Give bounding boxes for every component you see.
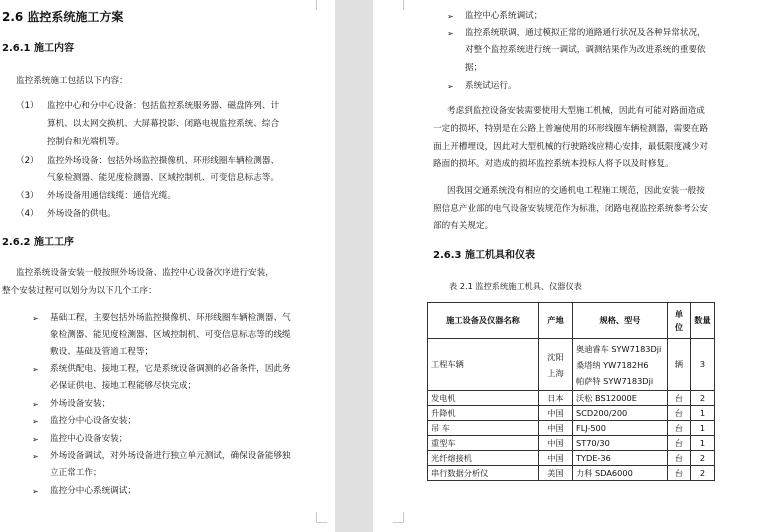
- bullet-item: ➢ 系统试运行。: [465, 81, 517, 92]
- cell-qty: 1: [691, 406, 715, 421]
- table-row: [428, 466, 715, 481]
- cell-spec: TYDE-36: [573, 451, 668, 466]
- section-title: 2.6 监控系统施工方案: [2, 10, 124, 24]
- subsection-title: 2.6.1 施工内容: [2, 43, 74, 54]
- bullet-item: ➢ 监控系统联调，通过模拟正常的道路通行状况及各种异常状况，: [465, 28, 706, 39]
- table-caption: 表 2.1 监控系统施工机具、仪器仪表: [449, 281, 582, 291]
- bullet-item: ➢ 基础工程，主要包括外场监控摄像机、环形线圈车辆检测器、气: [50, 313, 291, 324]
- list-line: 算机、以太网交换机、大屏幕投影、闭路电视监控系统、综合: [47, 119, 280, 129]
- cell-qty: 1: [691, 436, 715, 451]
- table-row: [428, 391, 715, 406]
- cell-spec: 力科 SDA6000: [573, 466, 668, 481]
- list-number: （1）: [16, 101, 39, 111]
- bullet-line: 对整个监控系统进行统一调试，调测结果作为改进系统的重要依: [465, 45, 706, 55]
- cell-origin: 沈阳 上海: [539, 339, 573, 391]
- cell-name: 升降机: [428, 406, 539, 421]
- bullet-line: 敷设、基础及管道工程等；: [50, 347, 154, 357]
- bullet-item: ➢ 外场设备调试，对外场设备进行独立单元测试，确保设备能够独: [50, 451, 291, 462]
- list-line: 控制台和光端机等。: [47, 137, 125, 147]
- cell-name: 重型车: [428, 436, 539, 451]
- cell-qty: 2: [691, 391, 715, 406]
- cell-origin: 日本: [539, 391, 573, 406]
- paragraph-line: 整个安装过程可以划分为以下几个工序：: [2, 286, 157, 296]
- cell-unit: 台: [668, 406, 691, 421]
- cell-origin: 中国: [539, 451, 573, 466]
- bullet-line: 据；: [465, 63, 483, 73]
- list-line: 监控外场设备：包括外场监控摄像机、环形线圈车辆检测器、: [47, 156, 280, 166]
- paragraph-line: 面上开槽埋设，因此对大型机械的行驶路线应精心安排，最低限度减少对: [433, 142, 709, 152]
- table-row: [428, 451, 715, 466]
- page-gutter: [335, 0, 373, 532]
- cell-unit: 辆: [668, 339, 691, 391]
- cell-qty: 1: [691, 421, 715, 436]
- bullet-line: 立正常工作；: [50, 468, 102, 478]
- header-spec: 规格、型号: [573, 303, 668, 339]
- list-number: （2）: [16, 156, 39, 166]
- cell-qty: 2: [691, 466, 715, 481]
- cell-unit: 台: [668, 466, 691, 481]
- table-row: [428, 339, 715, 391]
- crop-mark: [316, 0, 327, 10]
- header-unit: 单位: [668, 303, 691, 339]
- paragraph-line: 一定的损坏，特别是在公路上普遍使用的环形线圈车辆检测器，需要在路: [433, 124, 709, 134]
- table-row: [428, 436, 715, 451]
- paragraph-line: 部的有关规定。: [433, 221, 494, 231]
- crop-mark: [393, 0, 404, 10]
- cell-spec: SCD200/200: [573, 406, 668, 421]
- paragraph-line: 照信息产业部的电气设备安装规范作为标准，闭路电视监控系统参考公安: [433, 204, 709, 214]
- cell-unit: 台: [668, 391, 691, 406]
- crop-mark: [393, 512, 404, 523]
- cell-origin: 中国: [539, 406, 573, 421]
- crop-mark: [316, 512, 327, 523]
- bullet-line: 必保证供电、接地工程能够尽快完成；: [50, 381, 197, 391]
- list-line: 外场设备的供电。: [47, 209, 116, 219]
- document-page-left: [0, 0, 335, 532]
- header-qty: 数量: [691, 303, 715, 339]
- cell-spec: 奥迪睿车 SYW7183Dji 桑塔纳 YW7182H6 帕萨特 SYW7183Dji: [573, 339, 668, 391]
- cell-qty: 2: [691, 451, 715, 466]
- paragraph-line: 监控系统设备安装一般按照外场设备、监控中心设备次序进行安装，: [16, 268, 274, 278]
- cell-origin: 中国: [539, 436, 573, 451]
- cell-name: 工程车辆: [428, 339, 539, 391]
- paragraph-line: 考虑到监控设备安装需要使用大型施工机械，因此有可能对路面造成: [447, 106, 705, 116]
- paragraph-line: 因我国交通系统没有相应的交通机电工程施工规范，因此安装一般按: [447, 186, 705, 196]
- bullet-item: ➢ 监控分中心设备安装；: [50, 416, 136, 427]
- bullet-item: ➢ 监控中心系统调试；: [465, 11, 542, 22]
- cell-qty: 3: [691, 339, 715, 391]
- list-number: （4）: [16, 209, 39, 219]
- bullet-item: ➢ 系统供配电、接地工程，它是系统设备调测的必备条件，因此务: [50, 364, 291, 375]
- table-row: [428, 406, 715, 421]
- cell-spec: ST70/30: [573, 436, 668, 451]
- table-row: [428, 421, 715, 436]
- bullet-line: 象检测器、能见度检测器、区域控制机、可变信息标志等的线缆: [50, 330, 291, 340]
- header-equipment-name: 施工设备及仪器名称: [428, 303, 539, 339]
- list-line: 气象检测器、能见度检测器、区域控制机、可变信息标志等。: [47, 173, 280, 183]
- cell-unit: 台: [668, 451, 691, 466]
- bullet-item: ➢ 监控中心设备安装；: [50, 434, 127, 445]
- cell-origin: 中国: [539, 421, 573, 436]
- paragraph: 监控系统施工包括以下内容：: [16, 76, 128, 86]
- cell-unit: 台: [668, 436, 691, 451]
- equipment-table: [427, 302, 715, 481]
- header-origin: 产地: [539, 303, 573, 339]
- list-line: 监控中心和分中心设备：包括监控系统服务器、磁盘阵列、计: [47, 101, 280, 111]
- cell-spec: FLJ-500: [573, 421, 668, 436]
- cell-origin: 美国: [539, 466, 573, 481]
- list-number: （3）: [16, 191, 39, 201]
- bullet-item: ➢ 监控分中心系统调试；: [50, 486, 136, 497]
- subsection-title: 2.6.2 施工工序: [2, 237, 74, 248]
- document-page-right: [373, 0, 760, 532]
- subsection-title: 2.6.3 施工机具和仪表: [433, 250, 535, 261]
- bullet-item: ➢ 外场设备安装；: [50, 399, 110, 410]
- cell-name: 吊 车: [428, 421, 539, 436]
- table-header-row: [428, 303, 715, 339]
- cell-spec: 沃松 BS12000E: [573, 391, 668, 406]
- cell-name: 发电机: [428, 391, 539, 406]
- paragraph-line: 路面的损坏。对造成的损坏监控系统本投标人将予以及时修复。: [433, 159, 674, 169]
- cell-unit: 台: [668, 421, 691, 436]
- cell-name: 串行数据分析仪: [428, 466, 539, 481]
- list-line: 外场设备用通信线缆：通信光缆。: [47, 191, 176, 201]
- cell-name: 光纤熔接机: [428, 451, 539, 466]
